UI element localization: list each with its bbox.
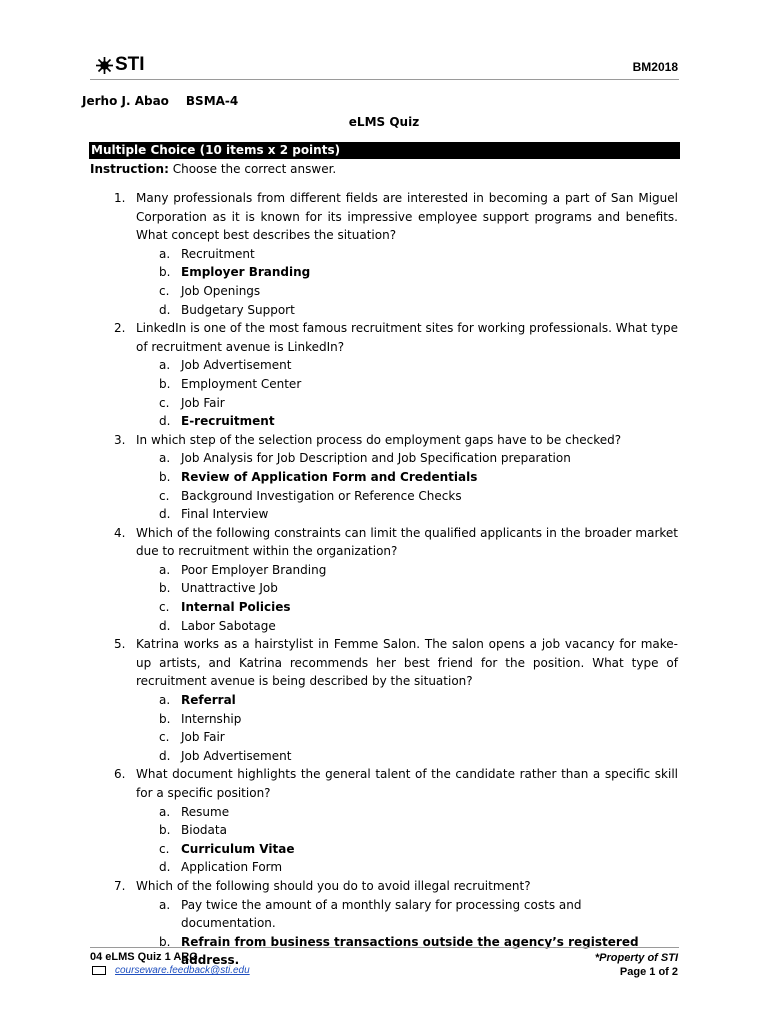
sti-emblem-icon <box>96 57 113 74</box>
option-text: Budgetary Support <box>181 302 295 317</box>
option-letter: d. <box>159 414 171 429</box>
option-letter: d. <box>159 748 171 763</box>
course-code: BM2018 <box>632 60 678 74</box>
question-number: 3. <box>114 432 126 447</box>
option-letter: b. <box>159 581 171 596</box>
instruction-text: Choose the correct answer. <box>168 162 337 176</box>
option-text: Pay twice the amount of a monthly salary for processing costs and documentation. <box>181 897 582 931</box>
option-letter: c. <box>159 488 170 503</box>
answer-option-selected[interactable] <box>136 840 678 859</box>
option-text: Unattractive Job <box>181 581 278 596</box>
question-text: What document highlights the general talent of the candidate rather than a specific skill for a specific position? <box>136 767 678 800</box>
option-text: Internal Policies <box>181 600 291 615</box>
quiz-title: eLMS Quiz <box>348 115 420 129</box>
option-text: Job Advertisement <box>181 748 292 763</box>
footer-divider <box>90 947 679 948</box>
mail-icon <box>92 966 106 975</box>
option-letter: a. <box>159 358 171 373</box>
option-list <box>136 356 678 430</box>
answer-option[interactable] <box>136 896 678 933</box>
answer-option-selected[interactable] <box>136 598 678 617</box>
option-letter: b. <box>159 469 171 484</box>
answer-option[interactable] <box>136 245 678 264</box>
logo-text: STI <box>115 54 145 75</box>
question-text: LinkedIn is one of the most famous recruitment sites for working professionals. What type of recruitment avenue is LinkedIn? <box>136 321 678 354</box>
question-number: 7. <box>114 878 126 893</box>
option-letter: c. <box>159 283 170 298</box>
question-item <box>90 524 678 636</box>
question-item <box>90 319 678 431</box>
student-section: BSMA-4 <box>185 94 239 108</box>
option-list <box>136 803 678 877</box>
question-number: 2. <box>114 321 126 336</box>
answer-option[interactable] <box>136 487 678 506</box>
option-letter: c. <box>159 600 170 615</box>
header-divider <box>90 79 679 80</box>
section-bar: Multiple Choice (10 items x 2 points) <box>89 142 680 159</box>
question-number: 6. <box>114 767 126 782</box>
question-item <box>90 431 678 524</box>
option-text: E-recruitment <box>181 414 275 429</box>
option-text: Biodata <box>181 823 227 838</box>
question-text: In which step of the selection process do employment gaps have to be checked? <box>136 432 622 447</box>
answer-option[interactable] <box>136 710 678 729</box>
option-letter: b. <box>159 934 171 949</box>
answer-option[interactable] <box>136 803 678 822</box>
answer-option-selected[interactable] <box>136 412 678 431</box>
option-text: Job Analysis for Job Description and Job Specification preparation <box>181 451 571 466</box>
answer-option-selected[interactable] <box>136 263 678 282</box>
option-letter: b. <box>159 265 171 280</box>
option-letter: b. <box>159 376 171 391</box>
option-text: Recruitment <box>181 246 255 261</box>
option-text: Application Form <box>181 860 283 875</box>
answer-option[interactable] <box>136 728 678 747</box>
answer-option[interactable] <box>136 449 678 468</box>
option-letter: a. <box>159 804 171 819</box>
option-letter: a. <box>159 246 171 261</box>
question-item <box>90 765 678 877</box>
option-text: Resume <box>181 804 230 819</box>
option-text: Final Interview <box>181 507 269 522</box>
option-text: Job Openings <box>181 283 261 298</box>
option-text: Background Investigation or Reference Checks <box>181 488 462 503</box>
option-letter: d. <box>159 860 171 875</box>
option-letter: c. <box>159 841 170 856</box>
option-letter: b. <box>159 823 171 838</box>
student-info <box>82 94 238 108</box>
option-letter: d. <box>159 507 171 522</box>
option-text: Internship <box>181 711 242 726</box>
answer-option[interactable] <box>136 282 678 301</box>
question-text: Which of the following constraints can limit the qualified applicants in the broader market due to recruitment within the organization? <box>136 525 678 559</box>
instruction-label: Instruction: <box>90 162 169 176</box>
answer-option-selected[interactable] <box>136 468 678 487</box>
option-text: Curriculum Vitae <box>181 841 295 856</box>
option-text: Employment Center <box>181 376 302 391</box>
answer-option[interactable] <box>136 579 678 598</box>
footer-feedback <box>92 965 250 976</box>
footer-right <box>595 951 678 979</box>
question-text: Which of the following should you do to avoid illegal recruitment? <box>136 878 531 893</box>
option-list <box>136 691 678 765</box>
sti-logo <box>96 54 145 76</box>
answer-option[interactable] <box>136 617 678 636</box>
answer-option[interactable] <box>136 858 678 877</box>
option-letter: c. <box>159 395 170 410</box>
option-text: Labor Sabotage <box>181 618 276 633</box>
option-text: Review of Application Form and Credentials <box>181 469 478 484</box>
option-letter: a. <box>159 693 171 708</box>
question-text: Katrina works as a hairstylist in Femme Salon. The salon opens a job vacancy for make-up artists, and Katrina recommends her best friend for the position. What type of recruitment avenue is being described by the situation? <box>136 637 678 689</box>
question-number: 5. <box>114 637 126 652</box>
option-text: Referral <box>181 693 236 708</box>
question-item <box>90 189 678 319</box>
option-letter: a. <box>159 562 171 577</box>
question-number: 1. <box>114 191 126 205</box>
answer-option[interactable] <box>136 375 678 394</box>
question-list <box>90 189 678 970</box>
answer-option[interactable] <box>136 301 678 320</box>
footer-doc-id: 04 eLMS Quiz 1 ARG <box>90 951 198 963</box>
answer-option-selected[interactable] <box>136 691 678 710</box>
option-text: Employer Branding <box>181 265 311 280</box>
instruction <box>90 162 336 176</box>
question-text: Many professionals from different fields are interested in becoming a part of San Miguel Corporation as it is known for its impressive employee support programs and benefits. What concept best describes the situation? <box>136 191 678 243</box>
answer-option[interactable] <box>136 356 678 375</box>
option-list <box>136 449 678 523</box>
answer-option[interactable] <box>136 505 678 524</box>
student-name: Jerho J. Abao <box>82 94 169 108</box>
option-list <box>136 245 678 319</box>
option-text: Job Advertisement <box>181 358 292 373</box>
option-list <box>136 561 678 635</box>
answer-option[interactable] <box>136 561 678 580</box>
option-letter: c. <box>159 730 170 745</box>
option-letter: d. <box>159 302 171 317</box>
option-letter: a. <box>159 451 171 466</box>
option-letter: d. <box>159 618 171 633</box>
answer-option[interactable] <box>136 821 678 840</box>
answer-option[interactable] <box>136 394 678 413</box>
option-text: Job Fair <box>181 730 225 745</box>
feedback-email-link[interactable]: courseware.feedback@sti.edu <box>115 965 250 976</box>
question-item <box>90 635 678 765</box>
option-letter: b. <box>159 711 171 726</box>
question-number: 4. <box>114 525 126 540</box>
footer-page-number: Page 1 of 2 <box>619 966 678 978</box>
option-text: Poor Employer Branding <box>181 562 327 577</box>
option-letter: a. <box>159 897 171 912</box>
footer-property: *Property of STI <box>594 952 678 964</box>
answer-option[interactable] <box>136 747 678 766</box>
option-text: Job Fair <box>181 395 225 410</box>
option-text: Refrain from business transactions outside the agency’s registered address. <box>181 934 639 968</box>
